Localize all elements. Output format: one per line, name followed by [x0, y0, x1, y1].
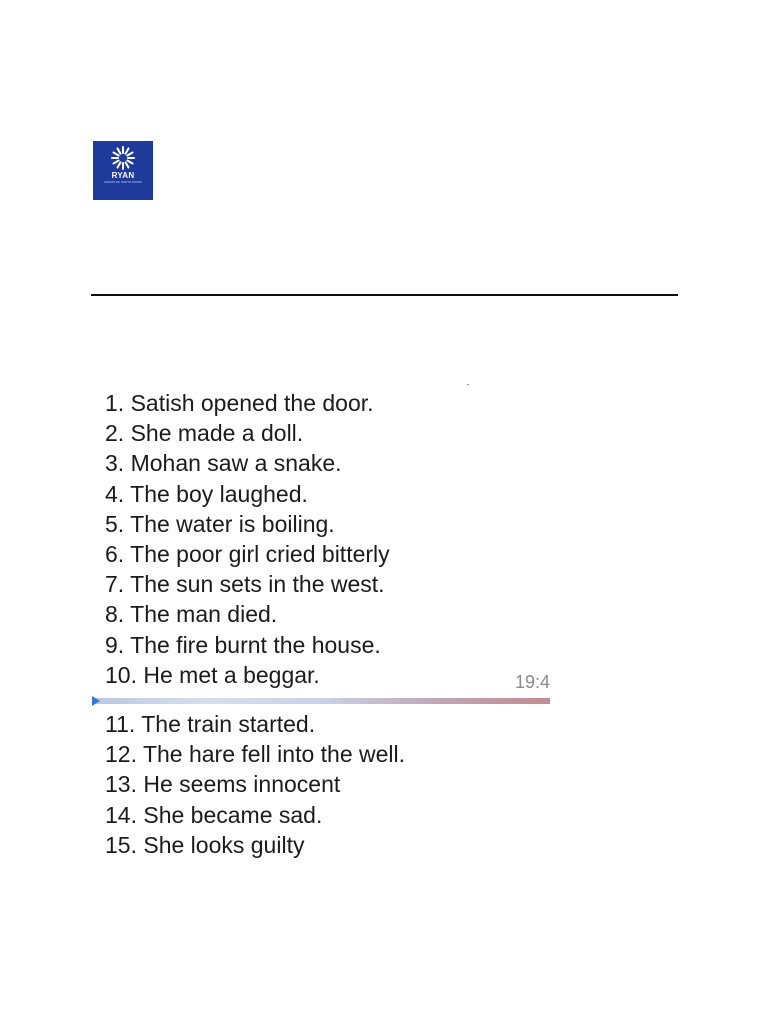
sentence-screenshot: [92, 380, 550, 870]
sentence-list-part1: [105, 388, 545, 690]
video-timestamp: 19:4: [514, 672, 550, 692]
sentence-item: 1. Satish opened the door.: [105, 390, 374, 416]
sentence-item: 4. The boy laughed.: [105, 480, 308, 507]
sentence-item: 10. He met a beggar.: [105, 661, 320, 688]
video-progress-strip[interactable]: [92, 698, 550, 704]
sentence-item: 9. The fire burnt the house.: [105, 631, 381, 658]
sunburst-icon: [109, 145, 137, 171]
sentence-item: 11. The train started.: [105, 711, 316, 737]
header-divider: [91, 294, 678, 296]
sentence-list-part2: [105, 709, 545, 860]
sentence-item: 6. The poor girl cried bitterly: [105, 540, 390, 567]
sentence-item: 7. The sun sets in the west.: [105, 571, 385, 598]
sentence-item: 15. She looks guilty: [105, 831, 305, 858]
logo-name: RYAN: [111, 171, 135, 180]
sentence-item: 2. She made a doll.: [105, 420, 304, 447]
speck: [467, 384, 469, 385]
play-marker-icon[interactable]: [92, 696, 100, 706]
sentence-item: 3. Mohan saw a snake.: [105, 450, 342, 477]
ryan-logo: [93, 141, 153, 200]
sentence-item: 12. The hare fell into the well.: [105, 741, 406, 768]
logo-subtitle: GROUP OF INSTITUTIONS: [104, 180, 142, 184]
sentence-item: 5. The water is boiling.: [105, 510, 335, 537]
sentence-item: 14. She became sad.: [105, 801, 323, 828]
sentence-item: 8. The man died.: [105, 601, 278, 628]
sentence-item: 13. He seems innocent: [105, 771, 341, 798]
